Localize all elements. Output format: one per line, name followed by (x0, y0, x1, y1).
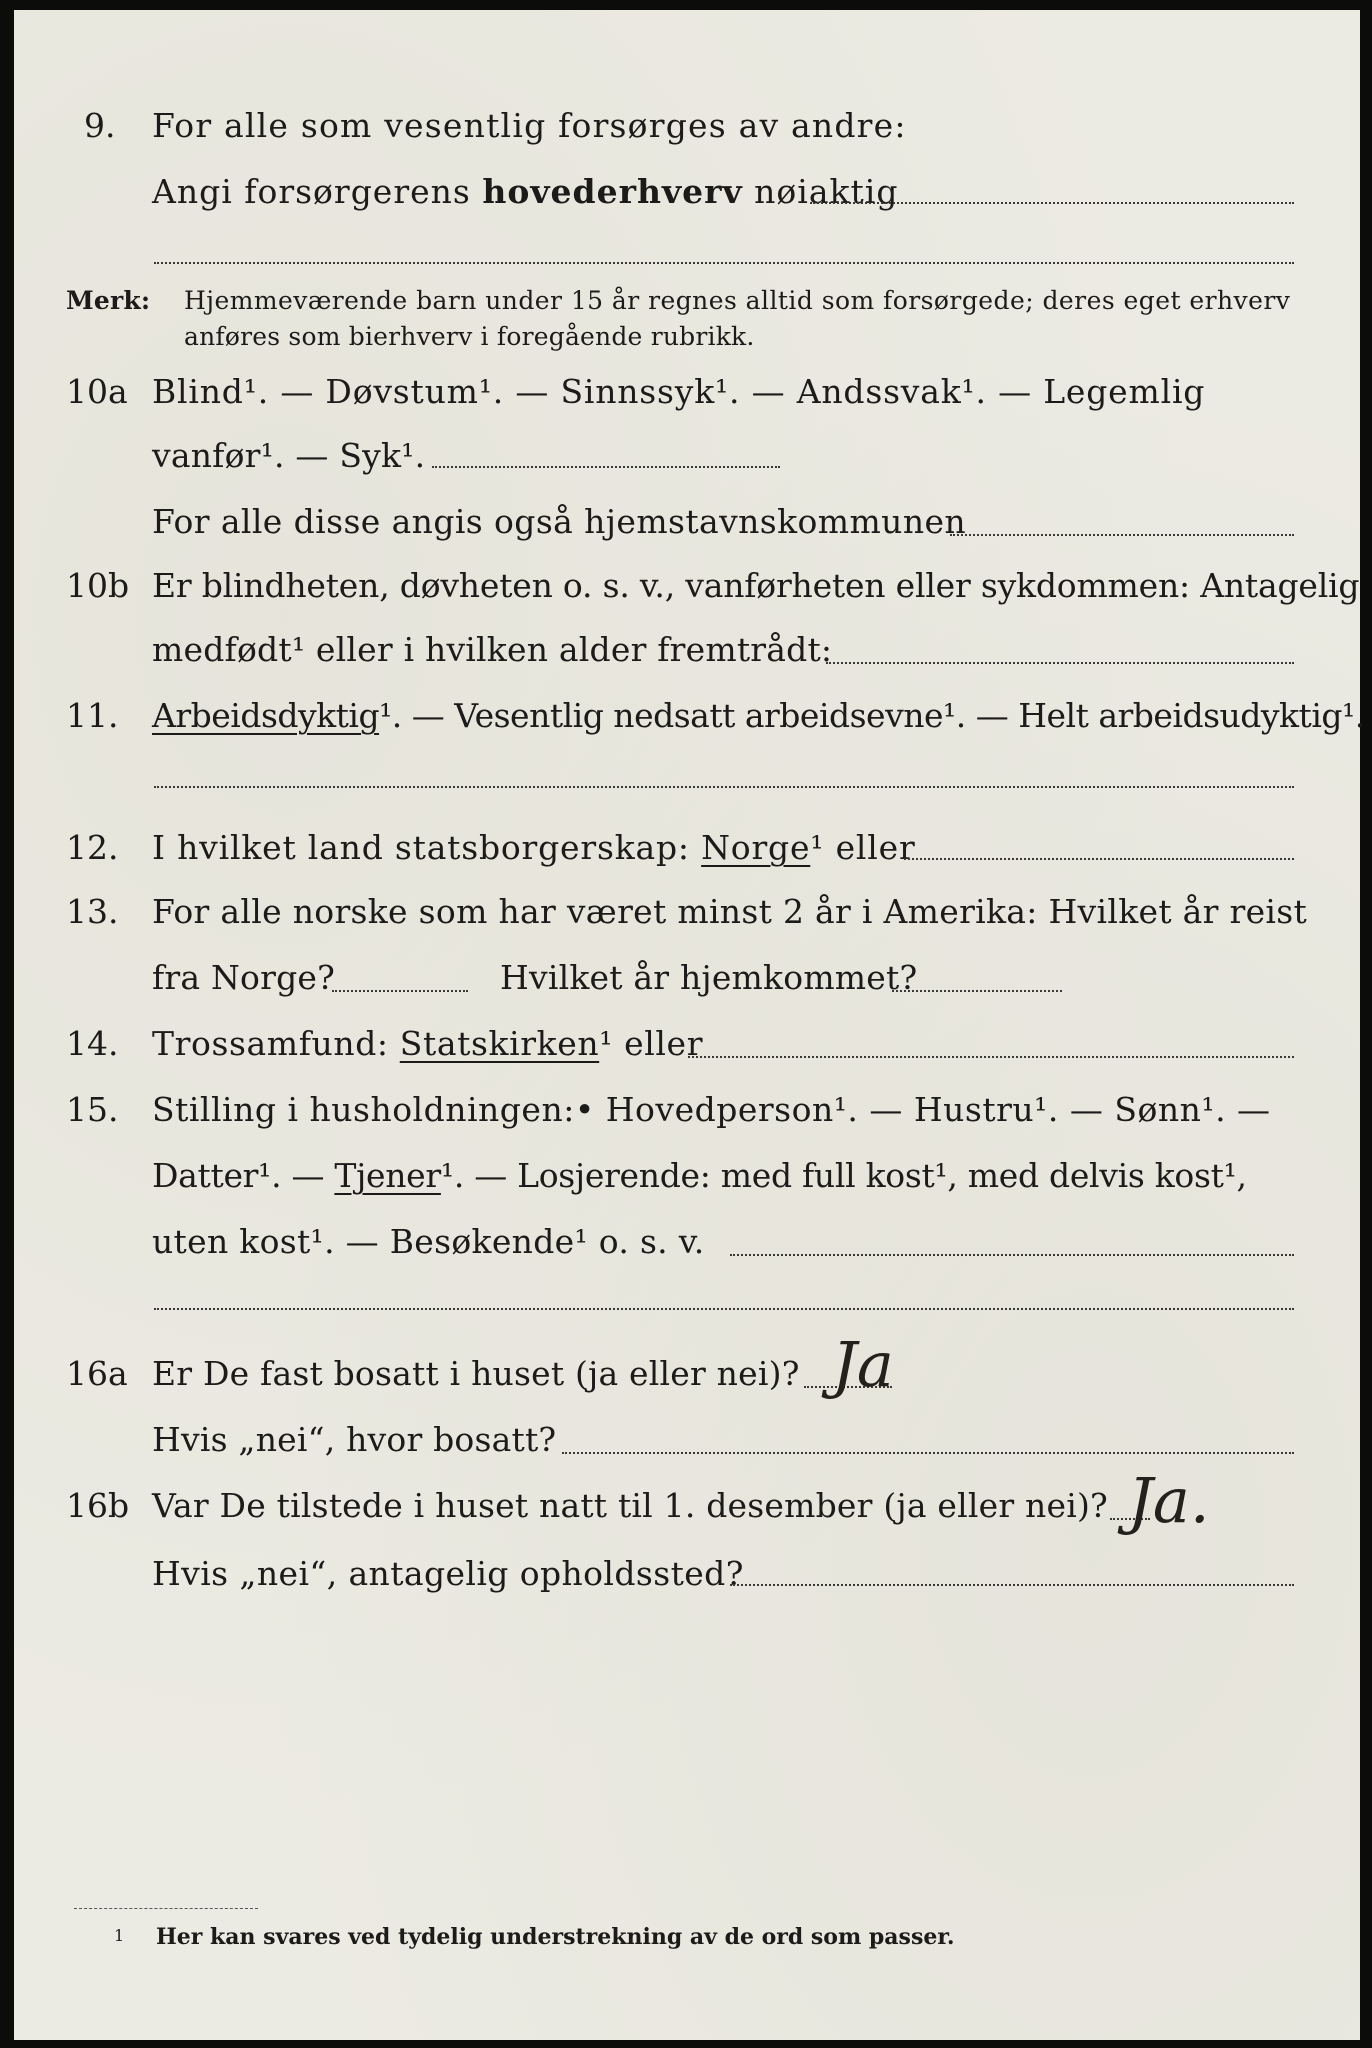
q10a-line1: Blind¹. — Døvstum¹. — Sinnssyk¹. — Andssvak¹. — Legemlig (152, 372, 1206, 411)
footnote-mark: 1 (114, 1926, 125, 1945)
q9-line2 (152, 172, 898, 211)
q15-answer-line[interactable] (730, 1254, 1294, 1256)
q13-number: 13. (66, 892, 119, 931)
q11-number: 11. (66, 696, 119, 735)
q16a-line2: Hvis „nei“, hvor bosatt? (152, 1420, 557, 1459)
q15-line2-pre: Datter¹. — (152, 1156, 335, 1195)
q13-line2a: fra Norge? (152, 958, 336, 997)
footnote-text: Her kan svares ved tydelig understrekning av de ord som passer. (156, 1924, 955, 1950)
q10b-answer-line[interactable] (826, 662, 1294, 664)
q16a-number: 16a (66, 1354, 128, 1393)
q13-returned-line[interactable] (892, 990, 1062, 992)
q14-line (152, 1024, 703, 1063)
q12-underlined-answer: Norge (701, 828, 811, 867)
q16a-line1: Er De fast bosatt i huset (ja eller nei)? (152, 1354, 800, 1393)
q15-answer-line-2[interactable] (154, 1308, 1294, 1310)
q10b-line2: medfødt¹ eller i hvilken alder fremtrådt: (152, 630, 833, 669)
q14-underlined-answer: Statskirken (399, 1024, 600, 1063)
q15-line2-post: ¹. — Losjerende: med full kost¹, med delvis kost¹, (440, 1156, 1247, 1195)
q10b-number: 10b (66, 566, 130, 605)
q11-rest: ¹. — Vesentlig nedsatt arbeidsevne¹. — Helt arbeidsudyktig¹. (379, 696, 1365, 735)
q9-line2-post: nøiaktig (742, 172, 899, 211)
q16b-line2: Hvis „nei“, antagelig opholdssted? (152, 1554, 744, 1593)
q16a-residence-line[interactable] (562, 1452, 1294, 1454)
q10a-hometown-line[interactable] (950, 534, 1294, 536)
q9-bold-term: hovederhverv (482, 172, 743, 211)
q13-line2b: Hvilket år hjemkommet? (500, 958, 918, 997)
q11-answer-line[interactable] (154, 786, 1294, 788)
q16a-handwritten-answer: Ja (832, 1328, 894, 1401)
q14-post: ¹ eller (599, 1024, 704, 1063)
footnote-rule (74, 1908, 258, 1909)
q10a-line3: For alle disse angis også hjemstavnskommunen (152, 502, 967, 541)
q12-line (152, 828, 916, 867)
q16b-handwritten-answer: Ja. (1128, 1464, 1210, 1537)
q15-line3: uten kost¹. — Besøkende¹ o. s. v. (152, 1222, 705, 1261)
merk-label: Merk: (66, 286, 151, 315)
q12-post: ¹ eller (810, 828, 916, 867)
q16b-number: 16b (66, 1486, 130, 1525)
q15-underlined-answer: Tjener (334, 1156, 441, 1195)
q16b-line1: Var De tilstede i huset natt til 1. desember (ja eller nei)? (152, 1486, 1108, 1525)
q14-answer-line[interactable] (688, 1056, 1294, 1058)
merk-line1: Hjemmeværende barn under 15 år regnes alltid som forsørgede; deres eget erhverv (184, 286, 1291, 315)
q11-line (152, 696, 1365, 735)
q16b-location-line[interactable] (730, 1584, 1294, 1586)
q9-number: 9. (84, 106, 116, 145)
q9-line2-pre: Angi forsørgerens (152, 172, 483, 211)
q10a-number: 10a (66, 372, 128, 411)
q12-number: 12. (66, 828, 119, 867)
q10a-line2: vanfør¹. — Syk¹. (152, 436, 426, 475)
q10b-line1: Er blindheten, døvheten o. s. v., vanførheten eller sykdommen: Antagelig (152, 566, 1360, 605)
q11-underlined-answer: Arbeidsdyktig (152, 696, 380, 735)
q14-number: 14. (66, 1024, 119, 1063)
q15-number: 15. (66, 1090, 119, 1129)
q9-line1: For alle som vesentlig forsørges av andre: (152, 106, 907, 145)
q13-line1: For alle norske som har været minst 2 år i Amerika: Hvilket år reist (152, 892, 1308, 931)
q15-line2 (152, 1156, 1247, 1195)
merk-line2: anføres som bierhverv i foregående rubrikk. (184, 322, 755, 351)
q9-answer-line-2[interactable] (154, 262, 1294, 264)
census-form-page (14, 10, 1365, 2040)
q12-pre: I hvilket land statsborgerskap: (152, 828, 702, 867)
q12-answer-line[interactable] (904, 858, 1294, 860)
q15-line1: Stilling i husholdningen:• Hovedperson¹. — Hustru¹. — Sønn¹. — (152, 1090, 1271, 1129)
q10a-answer-line[interactable] (432, 466, 780, 468)
q14-pre: Trossamfund: (152, 1024, 400, 1063)
q13-left-norway-line[interactable] (332, 990, 468, 992)
q9-answer-line[interactable] (810, 202, 1294, 204)
